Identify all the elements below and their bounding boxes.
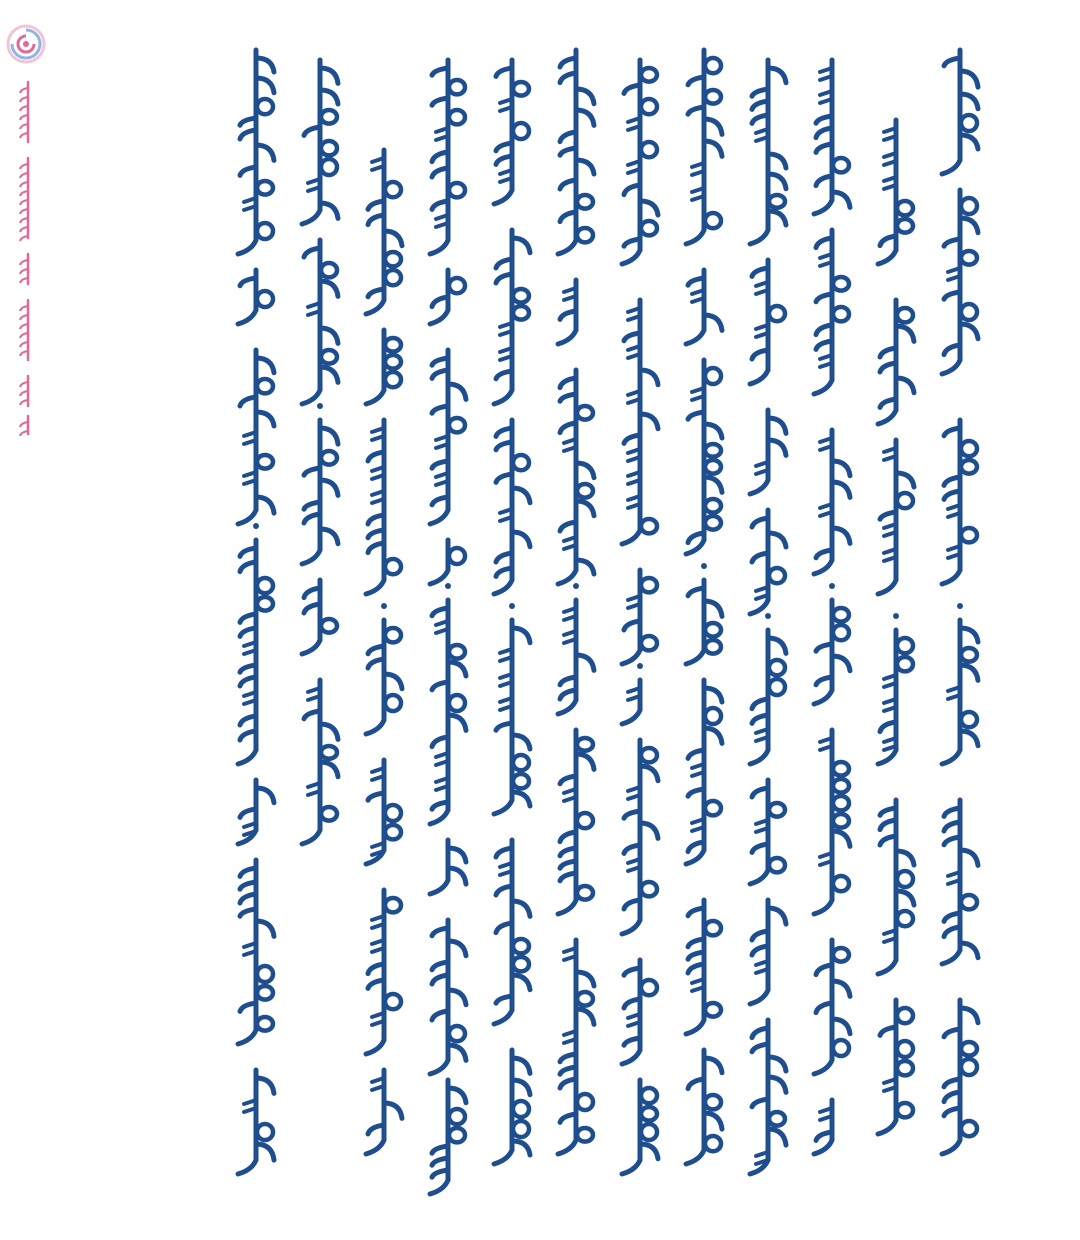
text-line-5 — [676, 40, 732, 1200]
watermark-mongolian-text — [16, 78, 40, 438]
text-line-2 — [868, 40, 924, 1200]
text-line-10 — [356, 40, 412, 1200]
text-line-8 — [484, 40, 540, 1200]
mongolian-text-body — [120, 40, 1000, 1200]
watermark — [4, 22, 48, 442]
text-line-12 — [228, 40, 284, 1200]
text-line-3 — [804, 40, 860, 1200]
text-line-7 — [548, 40, 604, 1200]
text-line-11 — [292, 40, 348, 1200]
text-line-9 — [420, 40, 476, 1200]
swirl-logo-icon — [4, 22, 48, 66]
text-line-6 — [612, 40, 668, 1200]
text-line-1 — [932, 40, 988, 1200]
text-line-4 — [740, 40, 796, 1200]
